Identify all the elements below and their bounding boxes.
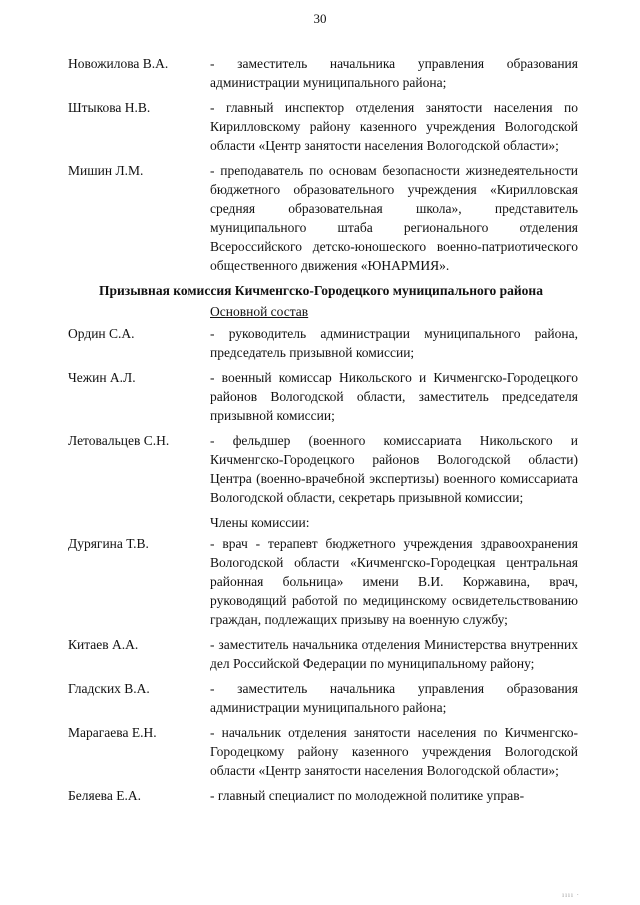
member-name: Штыкова Н.В.	[68, 100, 151, 115]
member-entry	[68, 368, 578, 425]
main-composition-list	[68, 324, 578, 507]
member-position: - заместитель начальника отделения Министерства внутренних дел Российской Федерации по муниципальному району;	[210, 637, 578, 671]
member-entry	[68, 161, 578, 275]
member-position: - заместитель начальника управления образования администрации муниципального района;	[210, 681, 578, 715]
members-label: Члены комиссии:	[210, 515, 310, 530]
member-entry	[68, 534, 578, 629]
document-body	[68, 54, 578, 811]
member-position: - главный специалист по молодежной политике управ-	[210, 788, 525, 803]
member-entry	[68, 431, 578, 507]
member-position: - заместитель начальника управления образования администрации муниципального района;	[210, 56, 578, 90]
member-name: Ордин С.А.	[68, 326, 135, 341]
member-name: Летовальцев С.Н.	[68, 433, 170, 448]
member-name: Беляева Е.А.	[68, 788, 141, 803]
member-name: Новожилова В.А.	[68, 56, 169, 71]
page-number: 30	[313, 11, 327, 26]
member-name: Китаев А.А.	[68, 637, 139, 652]
member-position: - врач - терапевт бюджетного учреждения здравоохранения Вологодской области «Кичменгско-Городецкая центральная районная больница» имени В.И. Коржавина, врач, руководящий работой по медицинскому освидетельствованию граждан, подлежащих призыву на военную службу;	[210, 536, 578, 627]
member-entry	[68, 723, 578, 780]
member-entry	[68, 98, 578, 155]
member-name: Мишин Л.М.	[68, 163, 144, 178]
members-list	[68, 534, 578, 805]
member-name: Марагаева Е.Н.	[68, 725, 157, 740]
member-entry	[68, 324, 578, 362]
member-position: - преподаватель по основам безопасности жизнедеятельности бюджетного образовательного учреждения «Кирилловская средняя образовательная школа», представитель муниципального штаба регионального отделения Всероссийского детско-юношеского военно-патриотического общественного движения «ЮНАРМИЯ».	[210, 163, 578, 273]
main-composition-label: Основной состав	[210, 304, 309, 319]
top-member-list	[68, 54, 578, 275]
member-position: - главный инспектор отделения занятости населения по Кирилловскому району казенного учреждения Вологодской области «Центр занятости населения Вологодской области»;	[210, 100, 578, 153]
member-entry	[68, 635, 578, 673]
scan-mark: ıııı ·	[562, 891, 580, 899]
member-name: Гладских В.А.	[68, 681, 150, 696]
member-entry	[68, 786, 578, 805]
member-position: - фельдшер (военного комиссариата Никольского и Кичменгско-Городецкого районов Вологодской области) Центра (военно-врачебной экспертизы) военного комиссариата Вологодской области, секретарь призывной комиссии;	[210, 433, 578, 505]
member-name: Дурягина Т.В.	[68, 536, 149, 551]
member-position: - начальник отделения занятости населения по Кичменгско-Городецкому району казенного учреждения Вологодской области «Центр занятости населения Вологодской области»;	[210, 725, 578, 778]
commission-heading: Призывная комиссия Кичменгско-Городецкого муниципального района	[99, 283, 543, 298]
member-position: - военный комиссар Никольского и Кичменгско-Городецкого районов Вологодской области, заместитель председателя призывной комиссии;	[210, 370, 578, 423]
member-entry	[68, 679, 578, 717]
member-name: Чежин А.Л.	[68, 370, 136, 385]
member-entry	[68, 54, 578, 92]
member-position: - руководитель администрации муниципального района, председатель призывной комиссии;	[210, 326, 578, 360]
